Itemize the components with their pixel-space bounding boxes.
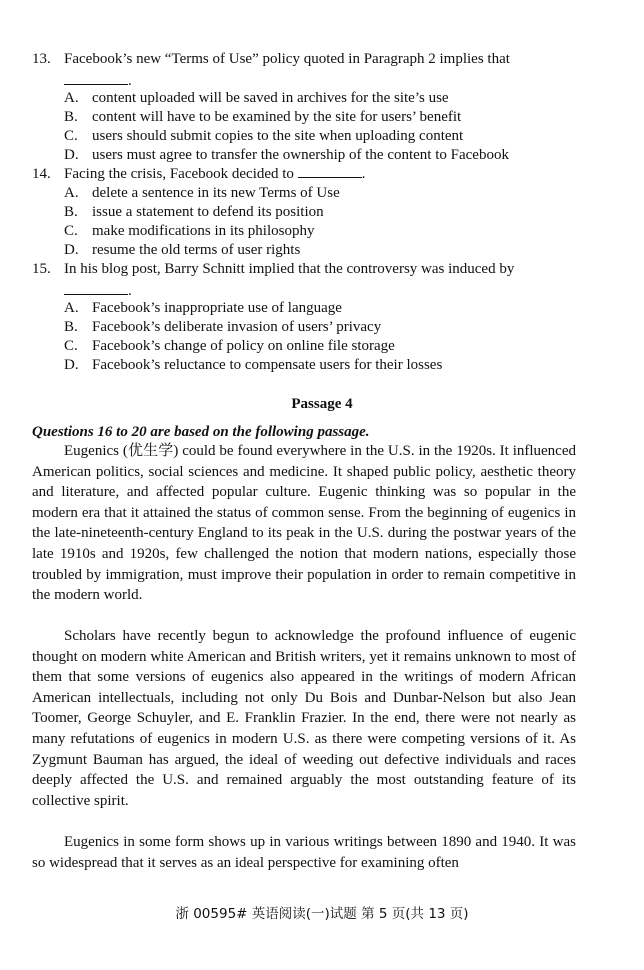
blank-line — [298, 165, 362, 178]
option: C. Facebook’s change of policy on online file storage — [64, 338, 395, 354]
passage-paragraph: Eugenics (优生学) could be found everywhere in the U.S. in the 1920s. It influenced American politics, social sciences and medicine. It shaped public policy, aesthetic theory and literature, and affected popular culture. Eugenic thinking was so popular in the modern era that it attained the status of common sense. From the beginning of eugenics in the late-nineteenth-century England to its peak in the U.S. during the postwar years of the late 1910s and 1920s, few challenged the notion that modern nations, especially those troubled by immigration, must improve their population in order to remain competitive in the modern world. — [32, 443, 576, 604]
option: D. resume the old terms of user rights — [64, 242, 301, 258]
option: C. make modifications in its philosophy — [64, 223, 315, 239]
passage-paragraph: Eugenics in some form shows up in various writings between 1890 and 1940. It was so widespread that it serves as an ideal perspective for examining often — [32, 834, 576, 871]
page-footer: 浙 00595# 英语阅读(一)试题 第 5 页(共 13 页) — [175, 906, 469, 922]
options-list — [64, 184, 604, 260]
question-number: 15. — [32, 261, 51, 277]
option: A. Facebook’s inappropriate use of language — [64, 300, 342, 316]
question-number: 13. — [32, 51, 51, 67]
option: C. users should submit copies to the site when uploading content — [64, 128, 464, 144]
option: D. users must agree to transfer the ownership of the content to Facebook — [64, 147, 509, 163]
option: B. content will have to be examined by the site for users’ benefit — [64, 109, 462, 125]
question-13 — [32, 50, 592, 69]
option: B. issue a statement to defend its position — [64, 204, 324, 220]
option: D. Facebook’s reluctance to compensate users for their losses — [64, 357, 443, 373]
passage-paragraph: Scholars have recently begun to acknowledge the profound influence of eugenic thought on modern white American and British writers, yet it remains unknown to most of them that some versions of eugenics also appeared in the writings of modern African American intellectuals, including not only Du Bois and Dunbar-Nelson but also Jean Toomer, George Schuyler, and E. Franklin Frazier. In the end, there were not nearly as many refutations of eugenics in modern U.S. as there were competing versions of it. As Zygmunt Bauman has argued, the ideal of weeding out defective individuals and races deeply affected the U.S. and remained arguably the most outstanding feature of its collective spirit. — [32, 628, 576, 809]
question-stem: In his blog post, Barry Schnitt implied that the controversy was induced by — [64, 261, 515, 277]
options-list — [64, 299, 604, 375]
question-14: 14. Facing the crisis, Facebook decided to . — [32, 166, 366, 182]
passage-title: Passage 4 — [291, 396, 353, 412]
answer-blank: . — [64, 282, 132, 299]
option: B. Facebook’s deliberate invasion of users’ privacy — [64, 319, 382, 335]
passage-instruction: Questions 16 to 20 are based on the following passage. — [32, 424, 370, 440]
option: A. content uploaded will be saved in archives for the site’s use — [64, 90, 449, 106]
question-number: 14. — [32, 166, 51, 182]
option: A. delete a sentence in its new Terms of Use — [64, 185, 340, 201]
question-15 — [32, 260, 592, 279]
blank-line — [64, 282, 128, 295]
question-stem: Facing the crisis, Facebook decided to — [64, 166, 294, 182]
answer-blank: . — [64, 72, 132, 89]
question-stem: Facebook’s new “Terms of Use” policy quoted in Paragraph 2 implies that — [64, 51, 510, 67]
blank-line — [64, 72, 128, 85]
options-list — [64, 89, 604, 165]
